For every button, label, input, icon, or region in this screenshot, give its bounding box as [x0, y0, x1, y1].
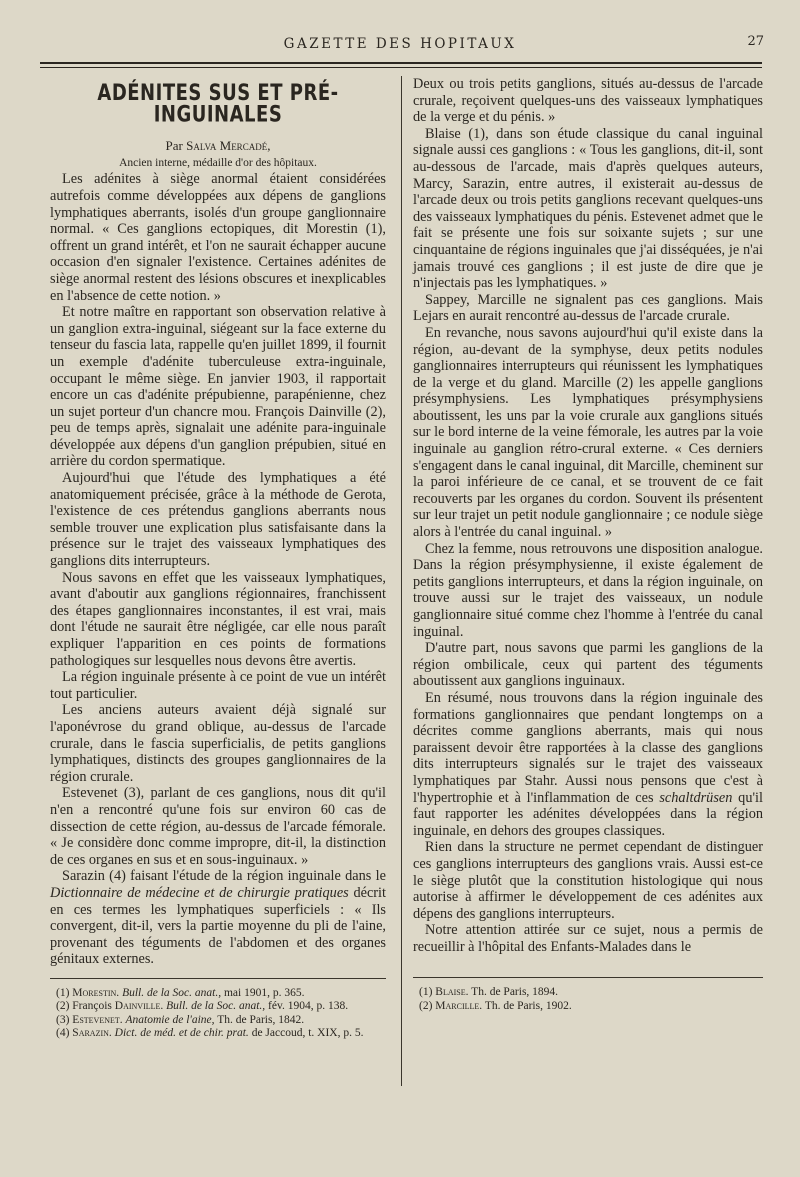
- footnote: (2) François Dainville. Bull. de la Soc. anat., fév. 1904, p. 138.: [56, 1000, 349, 1013]
- paragraph: Estevenet (3), parlant de ces ganglions, nous dit qu'il n'en a rencontré qu'une fois sur environ 60 cas de dissection de cette région, au-dessus de l'arcade fémorale. « Je considère donc comme impropre, dit-il, la distinction de ces organes en sus et en sous-inguinaux. »: [50, 785, 386, 868]
- paragraph: Et notre maître en rapportant son observation relative à un ganglion extra-inguinal, siégeant sur la face externe du tenseur du fascia lata, rappelle qu'en juillet 1899, il fournit un exemple d'adénite tuberculeuse extra-inguinale, occupant le même siège. En janvier 1903, il rapportait encore un cas d'adénite prépubienne, parapénienne, chez un sujet porteur d'un chancre mou. François Dainville (2), peu de temps après, signalait une adénite para-inguinale développée aux dépens d'un ganglion prépubien, situé en arrière du cordon spermatique.: [50, 304, 386, 470]
- author-affiliation: Ancien interne, médaille d'or des hôpitaux.: [119, 156, 317, 169]
- footnote-rule: [413, 977, 763, 978]
- footnotes-left: [50, 987, 386, 1041]
- left-column: [50, 76, 386, 1041]
- footnote: (1) Morestin. Bull. de la Soc. anat., mai 1901, p. 365.: [56, 986, 305, 999]
- paragraph: En revanche, nous savons aujourd'hui qu'il existe dans la région, au-devant de la symphyse, deux petits nodules ganglionnaires interrupteurs qui réunissent les lymphatiques de la verge et du gland. Marcille (2) les appelle ganglions présymphysiens. Les lymphatiques présymphysiens aboutissent, les uns par la voie crurale aux ganglions situés sur le bord interne de la veine fémorale, les autres par la voie inguinale au ganglion rétro-crural externe. « Ces derniers s'engagent dans le canal inguinal, dit Marcille, cheminent sur la paroi inférieure de ce canal, et se trouvent de ce fait recouverts par les organes du cordon. Souvent ils présentent sur leur trajet un petit nodule ganglionnaire ; ce nodule siège alors à l'entrée du canal inguinal. »: [413, 324, 763, 541]
- paragraph: Rien dans la structure ne permet cependant de distinguer ces ganglions interrupteurs des ganglions vrais. Aussi est-ce le siège plutôt que la constitution histologique qui nous autorise à affirmer le développement de ces adénites aux dépens des ganglions interrupteurs.: [413, 839, 763, 922]
- page-number: 27: [747, 34, 764, 49]
- dictionary-title: Dictionnaire de médecine et de chirurgie pratiques: [50, 884, 349, 901]
- running-header: [0, 36, 800, 56]
- paragraph: Les adénites à siège anormal étaient considérées autrefois comme développées aux dépens de ganglions lymphatiques aberrants, isolés d'un groupe ganglionnaire normal. « Ces ganglions ectopiques, dit Morestin (1), offrent un grand intérêt, et l'on ne saurait échapper aucune occasion d'en signaler l'existence. Certaines adénites de siège anormal restent des lésions obscures et inexplicables en l'absence de cette notion. »: [50, 171, 386, 304]
- byline: [50, 138, 386, 155]
- byline-prefix: Par: [165, 138, 183, 154]
- paragraph: Sappey, Marcille ne signalent pas ces ganglions. Mais Lejars en aurait rencontré au-dessus de l'arcade crurale.: [413, 291, 763, 325]
- article-title: ADÉNITES SUS ET PRÉ-INGUINALES: [97, 80, 339, 128]
- paragraph: En résumé, nous trouvons dans la région inguinale des formations ganglionnaires que pendant longtemps on a décrites comme ganglions aberrants, mais qui nous paraissent devoir être rapportées à la classe des ganglions dits interrupteurs signalés sur le trajet des vaisseaux lymphatiques par Stahr. Aussi nous pensons que c'est à l'hypertrophie et à l'inflammation de ces schaltdrüsen qu'il faut rapporter les adénites développées dans la région inguinale, en dehors des groupes classiques.: [413, 689, 763, 839]
- paragraph: Blaise (1), dans son étude classique du canal inguinal signale aussi ces ganglions : « Tous les ganglions, dit-il, sont au-dessous de l'arcade, mais d'après quelques auteurs, Marcy, Sarazin, entre autres, il existerait au-dessus de l'arcade deux ou trois petits ganglions recevant quelques-uns des vaisseaux lymphatiques du pénis. Estevenet admet que le fait se présente une fois sur soixante sujets ; sur une cinquantaine de régions inguinales que j'ai disséquées, je n'ai jamais trouvé ces ganglions ; il est juste de dire que je n'injectais pas les lymphatiques. »: [413, 125, 763, 292]
- footnote-rule: [50, 978, 386, 979]
- paragraph: Deux ou trois petits ganglions, situés au-dessus de l'arcade crurale, reçoivent quelques-uns des vaisseaux lymphatiques de la verge et du pénis. »: [413, 76, 763, 126]
- footnote: (3) Estevenet. Anatomie de l'aine, Th. de Paris, 1842.: [56, 1013, 305, 1026]
- right-column: [413, 76, 763, 1013]
- paragraph: D'autre part, nous savons que parmi les ganglions de la région ombilicale, ceux qui partent des téguments aboutissent aux ganglions inguinaux.: [413, 640, 763, 690]
- footnote: (1) Blaise. Th. de Paris, 1894.: [419, 986, 559, 999]
- paragraph: Chez la femme, nous retrouvons une disposition analogue. Dans la région présymphysienne, il existe également de petits ganglions interrupteurs, et dans la région inguinale, on trouve aussi sur le trajet des vaisseaux, un nodule ganglionnaire situé comme chez l'homme à l'entrée du canal inguinal.: [413, 540, 763, 640]
- column-divider: [401, 76, 402, 1086]
- footnotes-right: [413, 986, 763, 1013]
- author-name: Salva Mercadé,: [186, 138, 271, 154]
- footnote: (4) Sarazin. Dict. de méd. et de chir. prat. de Jaccoud, t. XIX, p. 5.: [56, 1027, 364, 1040]
- footnote: (2) Marcille. Th. de Paris, 1902.: [419, 999, 572, 1012]
- paragraph: La région inguinale présente à ce point de vue un intérêt tout particulier.: [50, 669, 386, 702]
- paragraph: Les anciens auteurs avaient déjà signalé sur l'aponévrose du grand oblique, au-dessus de l'arcade crurale, dans le fascia superficialis, de petits ganglions lymphatiques, distincts des groupes ganglionnaires de la région crurale.: [50, 702, 386, 785]
- header-rule: [40, 62, 762, 68]
- paragraph: Sarazin (4) faisant l'étude de la région inguinale dans le Dictionnaire de médecine et de chirurgie pratiques décrit en ces termes les lymphatiques superficiels : « Ils convergent, dit-il, vers la partie moyenne du pli de l'aine, provenant des téguments de l'abdomen et des organes génitaux externes.: [50, 868, 387, 968]
- journal-title: GAZETTE DES HOPITAUX: [283, 36, 517, 52]
- paragraph: Aujourd'hui que l'étude des lymphatiques a été anatomiquement précisée, grâce à la méthode de Gerota, l'existence de ces prétendus ganglions aberrants nous semble trouver une explication plus satisfaisante dans la présence sur le trajet des vaisseaux lymphatiques des ganglions dits interrupteurs.: [50, 470, 386, 570]
- paragraph: Notre attention attirée sur ce sujet, nous a permis de recueillir à l'hôpital des Enfants-Malades dans le: [413, 922, 763, 955]
- german-term: schaltdrüsen: [659, 789, 733, 806]
- paragraph: Nous savons en effet que les vaisseaux lymphatiques, avant d'aboutir aux ganglions régionnaires, franchissent des étapes ganglionnaires inconstantes, il est vrai, mais dont l'étude ne saurait être négligée, car elle nous paraît expliquer l'apparition en ces points de formations pathologiques sur lesquelles nous devons être avertis.: [50, 569, 386, 669]
